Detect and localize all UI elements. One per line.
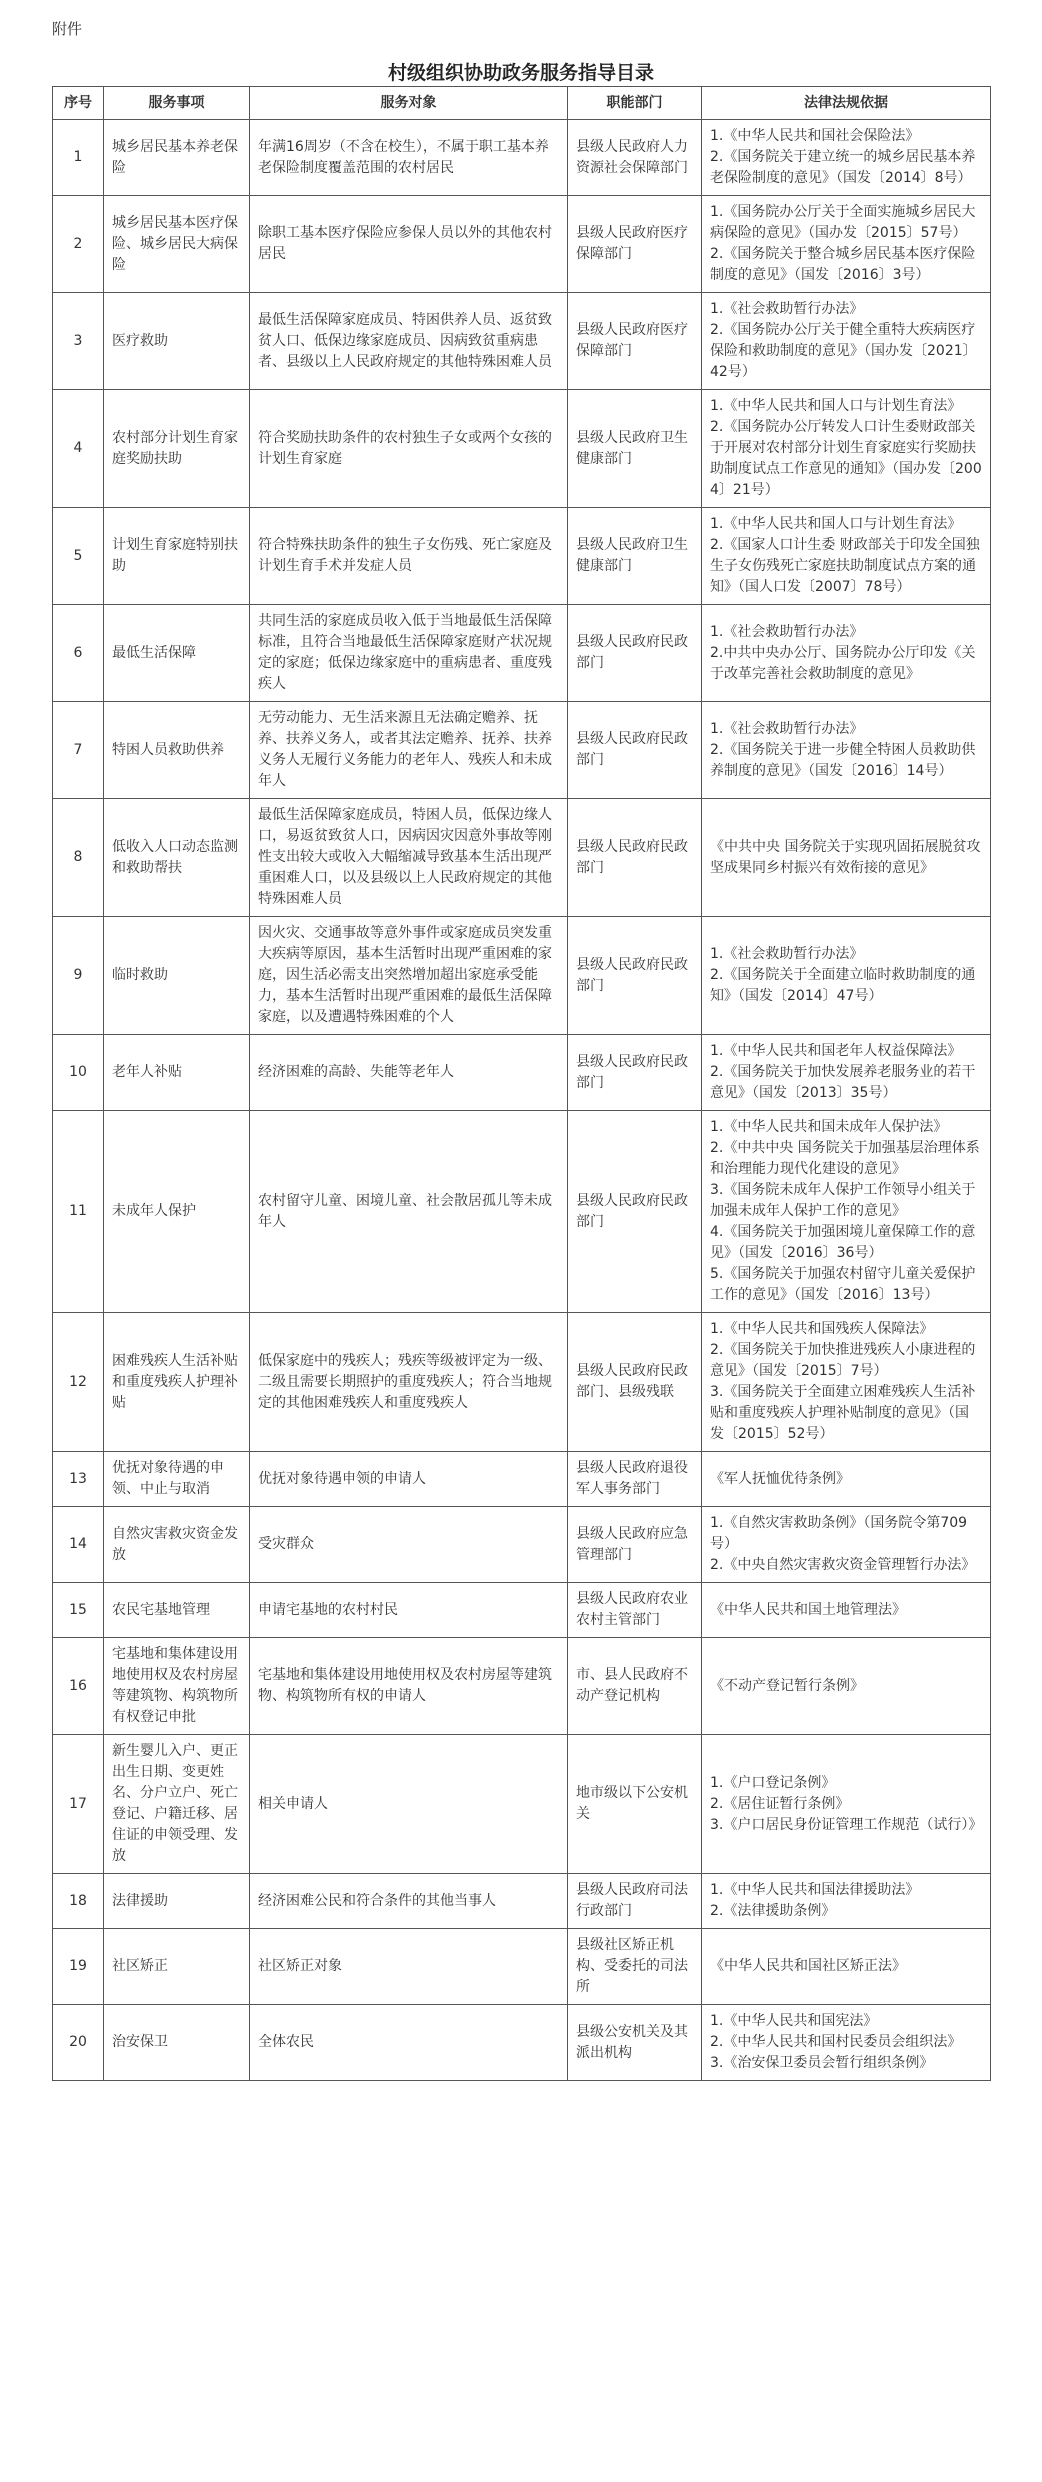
legal-basis	[702, 1583, 991, 1638]
department: 县级人民政府农业农村主管部门	[568, 1583, 702, 1638]
department: 县级人民政府司法行政部门	[568, 1874, 702, 1929]
legal-basis-entry: 2.《居住证暂行条例》	[710, 1795, 850, 1812]
service-item: 特困人员救助供养	[104, 702, 250, 799]
service-item: 社区矫正	[104, 1929, 250, 2005]
row-number: 18	[53, 1874, 104, 1929]
service-target: 受灾群众	[250, 1507, 568, 1583]
service-item: 自然灾害救灾资金发放	[104, 1507, 250, 1583]
department: 县级人民政府卫生健康部门	[568, 508, 702, 605]
legal-basis	[702, 799, 991, 917]
legal-basis-entry: 《军人抚恤优待条例》	[710, 1470, 850, 1487]
service-target: 低保家庭中的残疾人；残疾等级被评定为一级、二级且需要长期照护的重度残疾人；符合当地规定的其他困难残疾人和重度残疾人	[250, 1313, 568, 1452]
legal-basis-entry: 1.《自然灾害救助条例》（国务院令第709号）	[710, 1515, 968, 1552]
legal-basis	[702, 508, 991, 605]
legal-basis-entry: 3.《国务院关于全面建立困难残疾人生活补贴和重度残疾人护理补贴制度的意见》（国发〔2015〕52号）	[710, 1384, 976, 1442]
row-number: 11	[53, 1111, 104, 1313]
legal-basis-entry: 1.《国务院办公厅关于全面实施城乡居民大病保险的意见》（国办发〔2015〕57号）	[710, 204, 976, 241]
service-item: 最低生活保障	[104, 605, 250, 702]
legal-basis-entry: 2.《国务院关于整合城乡居民基本医疗保险制度的意见》（国发〔2016〕3号）	[710, 246, 976, 283]
legal-basis-entry: 3.《户口居民身份证管理工作规范（试行）》	[710, 1816, 983, 1833]
legal-basis-entry: 《中共中央 国务院关于实现巩固拓展脱贫攻坚成果同乡村振兴有效衔接的意见》	[710, 838, 981, 876]
header-service-target: 服务对象	[250, 87, 568, 120]
service-item: 计划生育家庭特别扶助	[104, 508, 250, 605]
service-target: 宅基地和集体建设用地使用权及农村房屋等建筑物、构筑物所有权的申请人	[250, 1638, 568, 1735]
legal-basis-entry: 1.《中华人民共和国社会保险法》	[710, 128, 920, 144]
row-number: 13	[53, 1452, 104, 1507]
legal-basis-entry: 1.《社会救助暂行办法》	[710, 946, 864, 962]
legal-basis	[702, 1452, 991, 1507]
department: 县级人民政府民政部门	[568, 799, 702, 917]
department: 县级社区矫正机构、受委托的司法所	[568, 1929, 702, 2005]
legal-basis-entry: 2.《国务院办公厅关于健全重特大疾病医疗保险和救助制度的意见》（国办发〔2021〕42号）	[710, 322, 977, 380]
service-item: 医疗救助	[104, 293, 250, 390]
department: 县级人民政府医疗保障部门	[568, 196, 702, 293]
department: 县级人民政府卫生健康部门	[568, 390, 702, 508]
table-row	[53, 1929, 991, 2005]
service-item: 临时救助	[104, 917, 250, 1035]
service-target: 符合奖励扶助条件的农村独生子女或两个女孩的计划生育家庭	[250, 390, 568, 508]
legal-basis-entry: 3.《治安保卫委员会暂行组织条例》	[710, 2055, 934, 2071]
legal-basis-entry: 2.《法律援助条例》	[710, 1903, 836, 1919]
service-target: 无劳动能力、无生活来源且无法确定赡养、抚养、扶养义务人，或者其法定赡养、抚养、扶养义务人无履行义务能力的老年人、残疾人和未成年人	[250, 702, 568, 799]
legal-basis-entry: 1.《中华人民共和国人口与计划生育法》	[710, 398, 962, 414]
legal-basis	[702, 120, 991, 196]
service-target: 共同生活的家庭成员收入低于当地最低生活保障标准，且符合当地最低生活保障家庭财产状况规定的家庭；低保边缘家庭中的重病患者、重度残疾人	[250, 605, 568, 702]
service-target: 相关申请人	[250, 1735, 568, 1874]
legal-basis-entry: 2.《国务院关于建立统一的城乡居民基本养老保险制度的意见》（国发〔2014〕8号）	[710, 149, 976, 186]
table-row	[53, 1035, 991, 1111]
document-title: 村级组织协助政务服务指导目录	[387, 62, 654, 84]
legal-basis-entry: 1.《中华人民共和国法律援助法》	[710, 1882, 920, 1898]
legal-basis	[702, 1313, 991, 1452]
service-item: 新生婴儿入户、更正出生日期、变更姓名、分户立户、死亡登记、户籍迁移、居住证的申领受理、发放	[104, 1735, 250, 1874]
service-target: 社区矫正对象	[250, 1929, 568, 2005]
row-number: 15	[53, 1583, 104, 1638]
service-target: 农村留守儿童、困境儿童、社会散居孤儿等未成年人	[250, 1111, 568, 1313]
legal-basis-entry: 2.中共中央办公厅、国务院办公厅印发《关于改革完善社会救助制度的意见》	[710, 644, 976, 682]
table-header-row	[53, 87, 991, 120]
table-row	[53, 1452, 991, 1507]
table-row	[53, 390, 991, 508]
legal-basis-entry: 1.《中华人民共和国老年人权益保障法》	[710, 1043, 962, 1059]
row-number: 14	[53, 1507, 104, 1583]
legal-basis	[702, 390, 991, 508]
service-target: 年满16周岁（不含在校生），不属于职工基本养老保险制度覆盖范围的农村居民	[250, 120, 568, 196]
header-department: 职能部门	[568, 87, 702, 120]
legal-basis	[702, 1035, 991, 1111]
legal-basis	[702, 605, 991, 702]
service-item: 低收入人口动态监测和救助帮扶	[104, 799, 250, 917]
row-number: 2	[53, 196, 104, 293]
legal-basis-entry: 1.《社会救助暂行办法》	[710, 301, 864, 317]
service-target: 申请宅基地的农村村民	[250, 1583, 568, 1638]
legal-basis-entry: 2.《国务院关于进一步健全特困人员救助供养制度的意见》（国发〔2016〕14号）	[710, 741, 976, 779]
legal-basis-entry: 2.《国务院关于全面建立临时救助制度的通知》（国发〔2014〕47号）	[710, 967, 976, 1004]
department: 县级人民政府人力资源社会保障部门	[568, 120, 702, 196]
legal-basis	[702, 1735, 991, 1874]
table-row	[53, 702, 991, 799]
table-row	[53, 1638, 991, 1735]
legal-basis-entry: 1.《户口登记条例》	[710, 1774, 836, 1791]
legal-basis	[702, 917, 991, 1035]
row-number: 6	[53, 605, 104, 702]
legal-basis	[702, 1638, 991, 1735]
department: 县级人民政府退役军人事务部门	[568, 1452, 702, 1507]
table-row	[53, 799, 991, 917]
service-target: 全体农民	[250, 2005, 568, 2081]
table-row	[53, 196, 991, 293]
row-number: 9	[53, 917, 104, 1035]
legal-basis-entry: 1.《中华人民共和国未成年人保护法》	[710, 1119, 948, 1135]
table-row	[53, 508, 991, 605]
service-item: 城乡居民基本养老保险	[104, 120, 250, 196]
header-service-item: 服务事项	[104, 87, 250, 120]
department: 县级人民政府民政部门	[568, 917, 702, 1035]
table-row	[53, 293, 991, 390]
service-item: 未成年人保护	[104, 1111, 250, 1313]
row-number: 17	[53, 1735, 104, 1874]
department: 县级人民政府民政部门	[568, 702, 702, 799]
table-row	[53, 2005, 991, 2081]
row-number: 20	[53, 2005, 104, 2081]
service-target: 最低生活保障家庭成员，特困人员，低保边缘人口，易返贫致贫人口，因病因灾因意外事故等刚性支出较大或收入大幅缩减导致基本生活出现严重困难人口，以及县级以上人民政府规定的其他特殊困难人员	[250, 799, 568, 917]
legal-basis-entry: 2.《国务院关于加快发展养老服务业的若干意见》（国发〔2013〕35号）	[710, 1064, 976, 1101]
row-number: 12	[53, 1313, 104, 1452]
legal-basis-entry: 2.《国家人口计生委 财政部关于印发全国独生子女伤残死亡家庭扶助制度试点方案的通知》（国人口发〔2007〕78号）	[710, 537, 980, 595]
department: 县级人民政府民政部门	[568, 605, 702, 702]
row-number: 4	[53, 390, 104, 508]
department: 县级人民政府医疗保障部门	[568, 293, 702, 390]
legal-basis	[702, 1507, 991, 1583]
department: 县级公安机关及其派出机构	[568, 2005, 702, 2081]
service-item: 农民宅基地管理	[104, 1583, 250, 1638]
legal-basis-entry: 2.《中共中央 国务院关于加强基层治理体系和治理能力现代化建设的意见》	[710, 1140, 980, 1177]
department: 县级人民政府民政部门、县级残联	[568, 1313, 702, 1452]
legal-basis	[702, 196, 991, 293]
department: 县级人民政府应急管理部门	[568, 1507, 702, 1583]
row-number: 7	[53, 702, 104, 799]
table-row	[53, 1583, 991, 1638]
service-catalog-table	[52, 86, 991, 2081]
row-number: 5	[53, 508, 104, 605]
legal-basis	[702, 2005, 991, 2081]
legal-basis-entry: 3.《国务院未成年人保护工作领导小组关于加强未成年人保护工作的意见》	[710, 1182, 976, 1219]
legal-basis-entry: 2.《中华人民共和国村民委员会组织法》	[710, 2034, 962, 2050]
service-target: 优抚对象待遇申领的申请人	[250, 1452, 568, 1507]
service-item: 城乡居民基本医疗保险、城乡居民大病保险	[104, 196, 250, 293]
table-row	[53, 1313, 991, 1452]
legal-basis-entry: 《中华人民共和国土地管理法》	[710, 1601, 906, 1618]
table-row	[53, 1111, 991, 1313]
attachment-label: 附件	[52, 20, 83, 38]
legal-basis-entry: 2.《国务院关于加快推进残疾人小康进程的意见》（国发〔2015〕7号）	[710, 1342, 976, 1379]
legal-basis	[702, 1874, 991, 1929]
table-row	[53, 917, 991, 1035]
legal-basis-entry: 1.《中华人民共和国宪法》	[710, 2013, 878, 2029]
table-row	[53, 120, 991, 196]
service-item: 农村部分计划生育家庭奖励扶助	[104, 390, 250, 508]
table-row	[53, 1735, 991, 1874]
legal-basis-entry: 1.《社会救助暂行办法》	[710, 720, 864, 737]
legal-basis	[702, 702, 991, 799]
service-target: 经济困难公民和符合条件的其他当事人	[250, 1874, 568, 1929]
service-target: 符合特殊扶助条件的独生子女伤残、死亡家庭及计划生育手术并发症人员	[250, 508, 568, 605]
service-item: 老年人补贴	[104, 1035, 250, 1111]
department: 地市级以下公安机关	[568, 1735, 702, 1874]
department: 市、县人民政府不动产登记机构	[568, 1638, 702, 1735]
legal-basis-entry: 《中华人民共和国社区矫正法》	[710, 1958, 906, 1974]
service-item: 宅基地和集体建设用地使用权及农村房屋等建筑物、构筑物所有权登记申批	[104, 1638, 250, 1735]
service-item: 治安保卫	[104, 2005, 250, 2081]
row-number: 8	[53, 799, 104, 917]
legal-basis-entry: 1.《社会救助暂行办法》	[710, 623, 864, 640]
row-number: 10	[53, 1035, 104, 1111]
legal-basis-entry: 《不动产登记暂行条例》	[710, 1677, 864, 1694]
service-target: 最低生活保障家庭成员、特困供养人员、返贫致贫人口、低保边缘家庭成员、因病致贫重病患者、县级以上人民政府规定的其他特殊困难人员	[250, 293, 568, 390]
service-item: 优抚对象待遇的申领、中止与取消	[104, 1452, 250, 1507]
legal-basis	[702, 293, 991, 390]
row-number: 19	[53, 1929, 104, 2005]
service-item: 法律援助	[104, 1874, 250, 1929]
legal-basis-entry: 4.《国务院关于加强困境儿童保障工作的意见》（国发〔2016〕36号）	[710, 1224, 976, 1261]
service-item: 困难残疾人生活补贴和重度残疾人护理补贴	[104, 1313, 250, 1452]
header-legal-basis: 法律法规依据	[702, 87, 991, 120]
table-row	[53, 1507, 991, 1583]
row-number: 16	[53, 1638, 104, 1735]
header-no: 序号	[53, 87, 104, 120]
department: 县级人民政府民政部门	[568, 1111, 702, 1313]
table-row	[53, 1874, 991, 1929]
legal-basis-entry: 2.《国务院办公厅转发人口计生委财政部关于开展对农村部分计划生育家庭实行奖励扶助制度试点工作意见的通知》（国办发〔2004〕21号）	[710, 419, 982, 498]
service-target: 因火灾、交通事故等意外事件或家庭成员突发重大疾病等原因，基本生活暂时出现严重困难的家庭，因生活必需支出突然增加超出家庭承受能力，基本生活暂时出现严重困难的最低生活保障家庭，以及遭遇特殊困难的个人	[250, 917, 568, 1035]
table-row	[53, 605, 991, 702]
service-target: 经济困难的高龄、失能等老年人	[250, 1035, 568, 1111]
legal-basis-entry: 1.《中华人民共和国残疾人保障法》	[710, 1321, 934, 1337]
department: 县级人民政府民政部门	[568, 1035, 702, 1111]
row-number: 1	[53, 120, 104, 196]
legal-basis	[702, 1111, 991, 1313]
legal-basis-entry: 1.《中华人民共和国人口与计划生育法》	[710, 516, 962, 532]
service-target: 除职工基本医疗保险应参保人员以外的其他农村居民	[250, 196, 568, 293]
row-number: 3	[53, 293, 104, 390]
legal-basis	[702, 1929, 991, 2005]
legal-basis-entry: 5.《国务院关于加强农村留守儿童关爱保护工作的意见》（国发〔2016〕13号）	[710, 1266, 976, 1303]
table-body	[53, 120, 991, 2081]
legal-basis-entry: 2.《中央自然灾害救灾资金管理暂行办法》	[710, 1557, 976, 1573]
